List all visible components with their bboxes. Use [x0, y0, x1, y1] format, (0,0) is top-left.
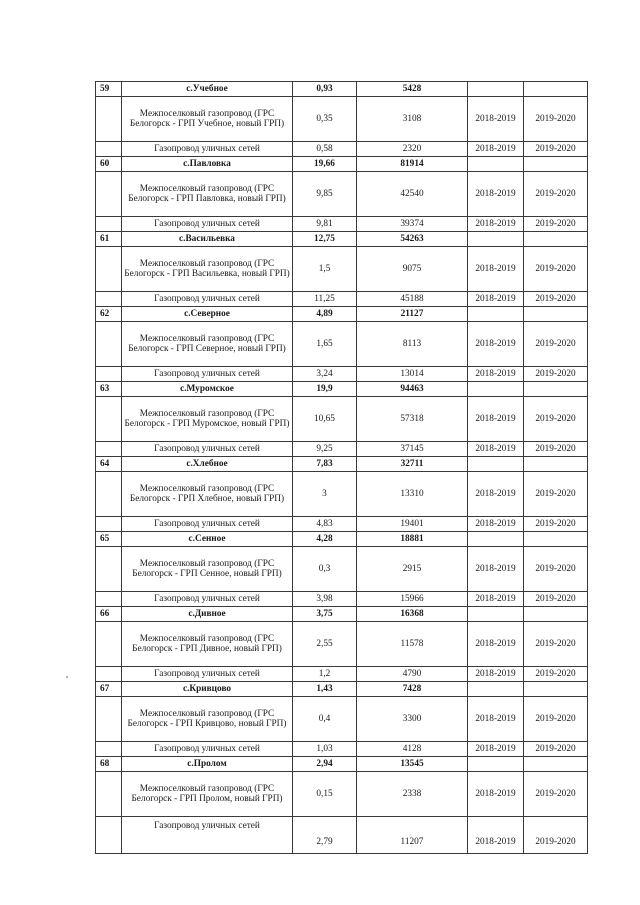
empty-cell — [524, 232, 588, 247]
settlement-row — [96, 157, 588, 172]
design-period: 2018-2019 — [468, 592, 524, 607]
pipeline-cost: 13310 — [357, 472, 468, 517]
construction-period: 2019-2020 — [524, 772, 588, 817]
empty-cell — [96, 517, 122, 532]
total-cost: 16368 — [357, 607, 468, 622]
inter-settlement-pipeline-row — [96, 247, 588, 292]
inter-settlement-pipeline-row — [96, 322, 588, 367]
empty-cell — [96, 292, 122, 307]
pipeline-cost: 45188 — [357, 292, 468, 307]
object-description: Газопровод уличных сетей — [122, 517, 293, 532]
empty-cell — [468, 532, 524, 547]
object-description: Газопровод уличных сетей — [122, 667, 293, 682]
pipeline-cost: 4128 — [357, 742, 468, 757]
design-period: 2018-2019 — [468, 217, 524, 232]
construction-period: 2019-2020 — [524, 397, 588, 442]
street-network-row — [96, 592, 588, 607]
inter-settlement-pipeline-row — [96, 397, 588, 442]
empty-cell — [96, 667, 122, 682]
empty-cell — [96, 742, 122, 757]
total-cost: 81914 — [357, 157, 468, 172]
inter-settlement-pipeline-row — [96, 472, 588, 517]
pipeline-length: 9,81 — [293, 217, 357, 232]
object-description: Газопровод уличных сетей — [122, 217, 293, 232]
inter-settlement-pipeline-row — [96, 772, 588, 817]
pipeline-cost: 4790 — [357, 667, 468, 682]
empty-cell — [524, 757, 588, 772]
construction-period: 2019-2020 — [524, 697, 588, 742]
empty-cell — [524, 382, 588, 397]
construction-period: 2019-2020 — [524, 667, 588, 682]
street-network-row — [96, 517, 588, 532]
total-cost: 7428 — [357, 682, 468, 697]
empty-cell — [96, 592, 122, 607]
total-length: 2,94 — [293, 757, 357, 772]
inter-settlement-pipeline-row — [96, 697, 588, 742]
design-period: 2018-2019 — [468, 292, 524, 307]
settlement-name: с.Хлебное — [122, 457, 293, 472]
empty-cell — [96, 172, 122, 217]
object-description: Газопровод уличных сетей — [122, 142, 293, 157]
construction-period: 2019-2020 — [524, 247, 588, 292]
pipeline-cost: 11578 — [357, 622, 468, 667]
total-length: 4,28 — [293, 532, 357, 547]
design-period: 2018-2019 — [468, 472, 524, 517]
construction-period: 2019-2020 — [524, 217, 588, 232]
design-period: 2018-2019 — [468, 397, 524, 442]
inter-settlement-pipeline-row — [96, 622, 588, 667]
pipeline-length: 0,4 — [293, 697, 357, 742]
pipeline-cost: 8113 — [357, 322, 468, 367]
design-period: 2018-2019 — [468, 697, 524, 742]
design-period: 2018-2019 — [468, 322, 524, 367]
object-description: Межпоселковый газопровод (ГРС Белогорск - ГРП Васильевка, новый ГРП) — [122, 247, 293, 292]
empty-cell — [524, 82, 588, 97]
pipeline-cost: 2320 — [357, 142, 468, 157]
object-description: Газопровод уличных сетей — [122, 592, 293, 607]
pipeline-length: 3,24 — [293, 367, 357, 382]
pipeline-cost: 3300 — [357, 697, 468, 742]
inter-settlement-pipeline-row — [96, 172, 588, 217]
design-period: 2018-2019 — [468, 142, 524, 157]
empty-cell — [468, 457, 524, 472]
total-length: 12,75 — [293, 232, 357, 247]
pipeline-cost: 15966 — [357, 592, 468, 607]
pipeline-cost: 9075 — [357, 247, 468, 292]
object-description: Межпоселковый газопровод (ГРС Белогорск - ГРП Павловка, новый ГРП) — [122, 172, 293, 217]
object-description: Межпоселковый газопровод (ГРС Белогорск - ГРП Хлебное, новый ГРП) — [122, 472, 293, 517]
object-description: Межпоселковый газопровод (ГРС Белогорск - ГРП Северное, новый ГРП) — [122, 322, 293, 367]
inter-settlement-pipeline-row — [96, 547, 588, 592]
total-cost: 54263 — [357, 232, 468, 247]
total-cost: 94463 — [357, 382, 468, 397]
gas-pipeline-table — [95, 81, 588, 854]
pipeline-cost: 2338 — [357, 772, 468, 817]
construction-period: 2019-2020 — [524, 517, 588, 532]
scan-speck — [66, 676, 68, 678]
total-length: 19,66 — [293, 157, 357, 172]
empty-cell — [524, 682, 588, 697]
object-description: Газопровод уличных сетей — [122, 367, 293, 382]
empty-cell — [96, 397, 122, 442]
design-period: 2018-2019 — [468, 622, 524, 667]
street-network-row — [96, 142, 588, 157]
pipeline-length: 0,3 — [293, 547, 357, 592]
street-network-row — [96, 667, 588, 682]
settlement-name: с.Павловка — [122, 157, 293, 172]
empty-cell — [96, 367, 122, 382]
row-number: 62 — [96, 307, 122, 322]
pipeline-cost: 37145 — [357, 442, 468, 457]
design-period: 2018-2019 — [468, 367, 524, 382]
design-period: 2018-2019 — [468, 172, 524, 217]
empty-cell — [96, 817, 122, 854]
settlement-name: с.Муромское — [122, 382, 293, 397]
construction-period: 2019-2020 — [524, 742, 588, 757]
settlement-name: с.Учебное — [122, 82, 293, 97]
settlement-row — [96, 757, 588, 772]
design-period: 2018-2019 — [468, 97, 524, 142]
total-cost: 18881 — [357, 532, 468, 547]
empty-cell — [468, 82, 524, 97]
empty-cell — [468, 757, 524, 772]
construction-period: 2019-2020 — [524, 592, 588, 607]
empty-cell — [96, 442, 122, 457]
object-description: Межпоселковый газопровод (ГРС Белогорск - ГРП Муромское, новый ГРП) — [122, 397, 293, 442]
design-period: 2018-2019 — [468, 742, 524, 757]
street-network-row — [96, 292, 588, 307]
design-period: 2018-2019 — [468, 442, 524, 457]
pipeline-length: 9,25 — [293, 442, 357, 457]
row-number: 61 — [96, 232, 122, 247]
object-description: Межпоселковый газопровод (ГРС Белогорск - ГРП Пролом, новый ГРП) — [122, 772, 293, 817]
settlement-row — [96, 532, 588, 547]
construction-period: 2019-2020 — [524, 547, 588, 592]
settlement-row — [96, 382, 588, 397]
object-description: Газопровод уличных сетей — [122, 817, 293, 854]
empty-cell — [468, 157, 524, 172]
empty-cell — [468, 382, 524, 397]
empty-cell — [524, 607, 588, 622]
pipeline-length: 2,79 — [293, 817, 357, 854]
object-description: Межпоселковый газопровод (ГРС Белогорск - ГРП Сенное, новый ГРП) — [122, 547, 293, 592]
settlement-row — [96, 232, 588, 247]
pipeline-cost: 13014 — [357, 367, 468, 382]
empty-cell — [524, 157, 588, 172]
pipeline-length: 11,25 — [293, 292, 357, 307]
construction-period: 2019-2020 — [524, 322, 588, 367]
row-number: 66 — [96, 607, 122, 622]
inter-settlement-pipeline-row — [96, 97, 588, 142]
total-length: 0,93 — [293, 82, 357, 97]
empty-cell — [96, 142, 122, 157]
empty-cell — [96, 247, 122, 292]
street-network-row — [96, 442, 588, 457]
settlement-row — [96, 607, 588, 622]
empty-cell — [468, 307, 524, 322]
object-description: Межпоселковый газопровод (ГРС Белогорск - ГРП Учебное, новый ГРП) — [122, 97, 293, 142]
pipeline-cost: 3108 — [357, 97, 468, 142]
settlement-name: с.Дивное — [122, 607, 293, 622]
street-network-row — [96, 217, 588, 232]
pipeline-cost: 39374 — [357, 217, 468, 232]
total-length: 7,83 — [293, 457, 357, 472]
street-network-row — [96, 367, 588, 382]
settlement-name: с.Пролом — [122, 757, 293, 772]
pipeline-cost: 57318 — [357, 397, 468, 442]
total-length: 1,43 — [293, 682, 357, 697]
pipeline-length: 3 — [293, 472, 357, 517]
street-network-row — [96, 817, 588, 854]
total-cost: 32711 — [357, 457, 468, 472]
empty-cell — [96, 97, 122, 142]
table-body — [96, 82, 588, 854]
construction-period: 2019-2020 — [524, 292, 588, 307]
construction-period: 2019-2020 — [524, 97, 588, 142]
pipeline-length: 10,65 — [293, 397, 357, 442]
settlement-row — [96, 307, 588, 322]
pipeline-length: 0,15 — [293, 772, 357, 817]
row-number: 59 — [96, 82, 122, 97]
empty-cell — [96, 322, 122, 367]
pipeline-length: 4,83 — [293, 517, 357, 532]
row-number: 60 — [96, 157, 122, 172]
pipeline-length: 2,55 — [293, 622, 357, 667]
pipeline-cost: 42540 — [357, 172, 468, 217]
construction-period: 2019-2020 — [524, 472, 588, 517]
pipeline-length: 1,03 — [293, 742, 357, 757]
object-description: Межпоселковый газопровод (ГРС Белогорск - ГРП Кривцово, новый ГРП) — [122, 697, 293, 742]
object-description: Газопровод уличных сетей — [122, 742, 293, 757]
total-cost: 5428 — [357, 82, 468, 97]
pipeline-cost: 11207 — [357, 817, 468, 854]
row-number: 67 — [96, 682, 122, 697]
empty-cell — [96, 217, 122, 232]
design-period: 2018-2019 — [468, 772, 524, 817]
empty-cell — [524, 457, 588, 472]
empty-cell — [468, 232, 524, 247]
pipeline-cost: 19401 — [357, 517, 468, 532]
design-period: 2018-2019 — [468, 817, 524, 854]
empty-cell — [524, 532, 588, 547]
construction-period: 2019-2020 — [524, 442, 588, 457]
construction-period: 2019-2020 — [524, 172, 588, 217]
empty-cell — [468, 607, 524, 622]
row-number: 64 — [96, 457, 122, 472]
design-period: 2018-2019 — [468, 547, 524, 592]
pipeline-cost: 2915 — [357, 547, 468, 592]
settlement-row — [96, 682, 588, 697]
empty-cell — [524, 307, 588, 322]
total-length: 3,75 — [293, 607, 357, 622]
empty-cell — [96, 547, 122, 592]
object-description: Газопровод уличных сетей — [122, 292, 293, 307]
pipeline-length: 1,2 — [293, 667, 357, 682]
pipeline-length: 3,98 — [293, 592, 357, 607]
pipeline-length: 0,35 — [293, 97, 357, 142]
total-length: 19,9 — [293, 382, 357, 397]
row-number: 65 — [96, 532, 122, 547]
empty-cell — [468, 682, 524, 697]
construction-period: 2019-2020 — [524, 622, 588, 667]
design-period: 2018-2019 — [468, 517, 524, 532]
settlement-name: с.Кривцово — [122, 682, 293, 697]
design-period: 2018-2019 — [468, 667, 524, 682]
row-number: 63 — [96, 382, 122, 397]
settlement-row — [96, 457, 588, 472]
settlement-name: с.Сенное — [122, 532, 293, 547]
empty-cell — [96, 472, 122, 517]
settlement-row — [96, 82, 588, 97]
settlement-name: с.Северное — [122, 307, 293, 322]
design-period: 2018-2019 — [468, 247, 524, 292]
construction-period: 2019-2020 — [524, 142, 588, 157]
empty-cell — [96, 772, 122, 817]
settlement-name: с.Васильевка — [122, 232, 293, 247]
pipeline-length: 0,58 — [293, 142, 357, 157]
total-cost: 21127 — [357, 307, 468, 322]
row-number: 68 — [96, 757, 122, 772]
pipeline-length: 1,65 — [293, 322, 357, 367]
empty-cell — [96, 622, 122, 667]
street-network-row — [96, 742, 588, 757]
pipeline-length: 1,5 — [293, 247, 357, 292]
object-description: Газопровод уличных сетей — [122, 442, 293, 457]
total-cost: 13545 — [357, 757, 468, 772]
empty-cell — [96, 697, 122, 742]
construction-period: 2019-2020 — [524, 367, 588, 382]
pipeline-length: 9,85 — [293, 172, 357, 217]
object-description: Межпоселковый газопровод (ГРС Белогорск - ГРП Дивное, новый ГРП) — [122, 622, 293, 667]
construction-period: 2019-2020 — [524, 817, 588, 854]
total-length: 4,89 — [293, 307, 357, 322]
